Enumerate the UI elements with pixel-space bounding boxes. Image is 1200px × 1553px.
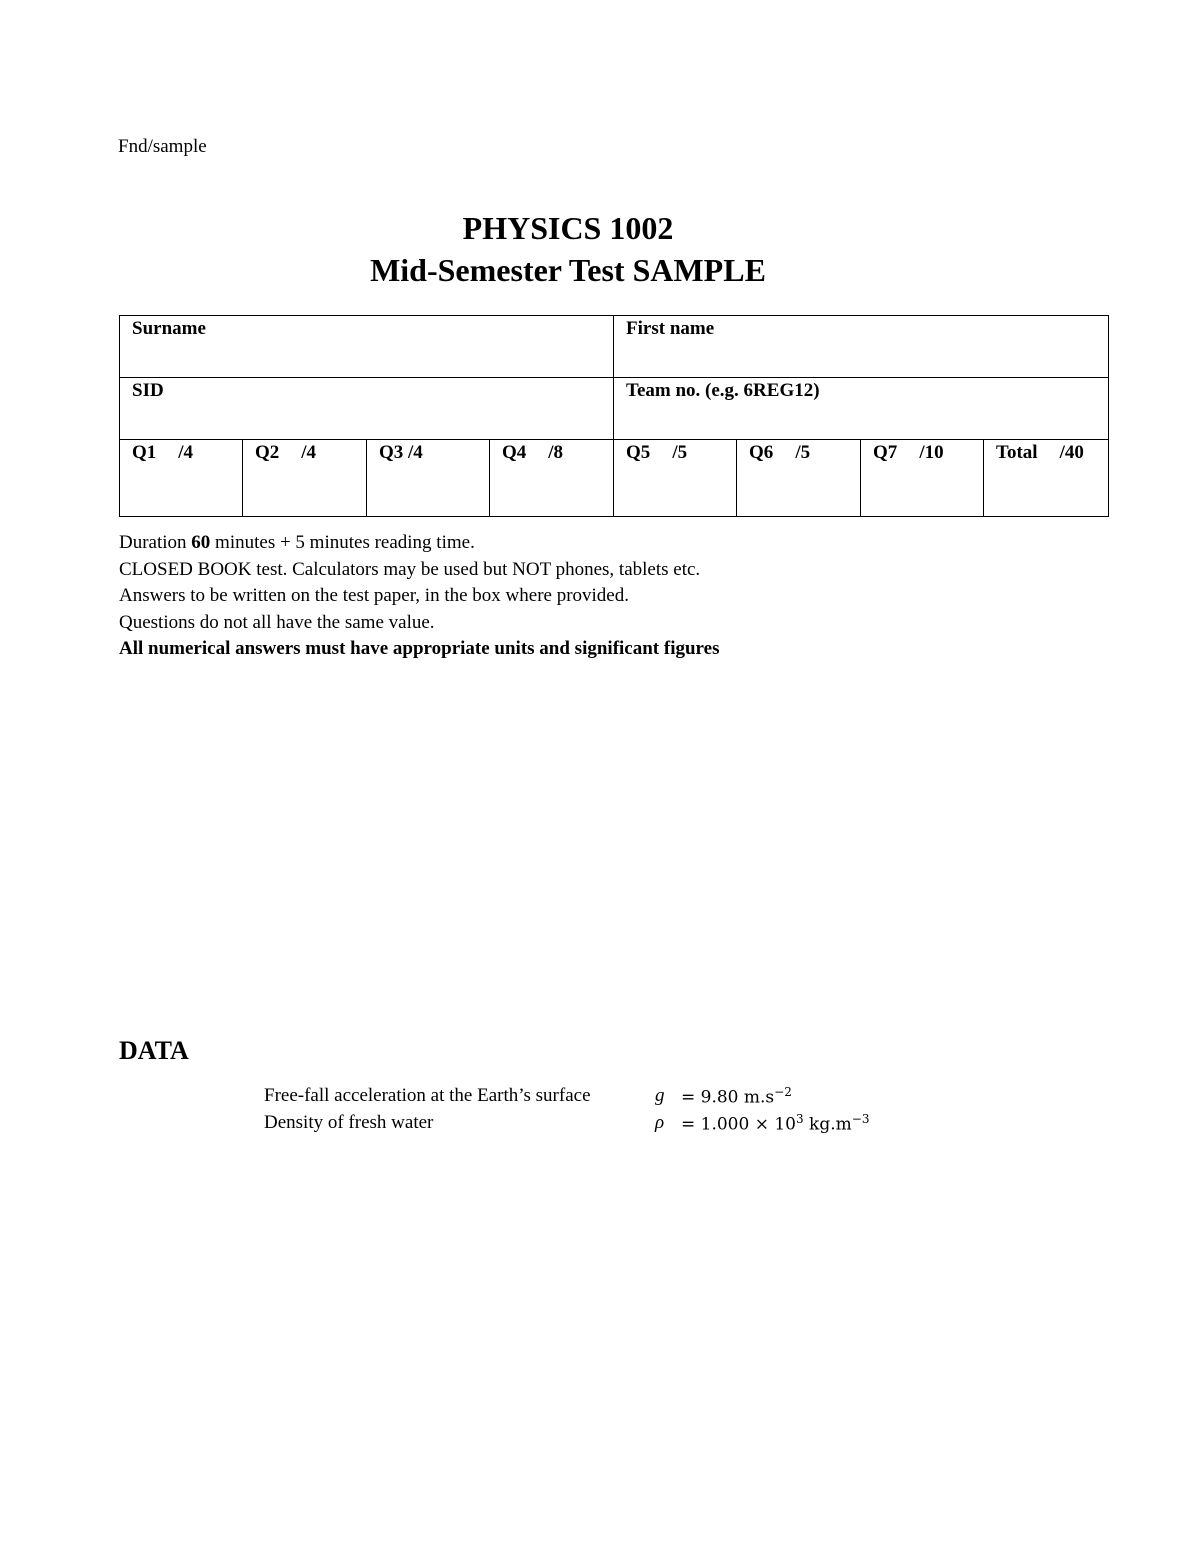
- instruction-values: Questions do not all have the same value.: [119, 611, 435, 633]
- score-label: Q3 /4: [379, 442, 423, 463]
- data-heading: DATA: [119, 1036, 189, 1065]
- score-max: /5: [672, 442, 688, 463]
- score-label: Q4: [502, 442, 527, 463]
- score-max: /8: [548, 442, 564, 463]
- data-row-gravity: [264, 1085, 964, 1111]
- firstname-field[interactable]: [614, 316, 1109, 378]
- score-max: /40: [1059, 442, 1084, 463]
- surname-field[interactable]: [120, 316, 614, 378]
- student-info-table: [119, 315, 1109, 517]
- course-title: PHYSICS 1002: [462, 210, 674, 246]
- data-row-density: [264, 1112, 964, 1138]
- score-cell-q1[interactable]: [120, 440, 243, 517]
- surname-label: Surname: [132, 318, 206, 339]
- score-label: Q2: [255, 442, 280, 463]
- score-cell-q5[interactable]: [614, 440, 737, 517]
- test-title: Mid-Semester Test SAMPLE: [370, 252, 766, 288]
- instructions: [119, 530, 719, 663]
- score-cell-q3[interactable]: [367, 440, 490, 517]
- team-label: Team no. (e.g. 6REG12): [626, 380, 820, 401]
- instruction-answers: Answers to be written on the test paper, in the box where provided.: [119, 585, 629, 606]
- data-description: Density of fresh water: [264, 1112, 434, 1133]
- score-max: /5: [795, 442, 811, 463]
- instruction-closed-book: CLOSED BOOK test. Calculators may be used but NOT phones, tablets etc.: [119, 558, 701, 580]
- score-cell-q4[interactable]: [490, 440, 614, 517]
- data-value: = 9.80 $m.s^{-2}$: [681, 1085, 792, 1108]
- data-value: = $1.000 \times 10^3$ $kg.m^{-3}$: [681, 1112, 870, 1135]
- instruction-duration: Duration 60 minutes + 5 minutes reading time.: [119, 532, 475, 553]
- document-tag: Fnd/sample: [118, 136, 207, 157]
- score-max: /4: [301, 442, 317, 463]
- team-field[interactable]: [614, 378, 1109, 440]
- data-symbol: g: [655, 1085, 665, 1106]
- score-label: Q7: [873, 442, 898, 463]
- score-label: Q5: [626, 442, 651, 463]
- sid-field[interactable]: [120, 378, 614, 440]
- score-cell-total[interactable]: [984, 440, 1109, 517]
- score-label: Q1: [132, 442, 157, 463]
- data-description: Free-fall acceleration at the Earth’s surface: [264, 1085, 591, 1106]
- data-symbol: ρ: [655, 1112, 665, 1133]
- firstname-label: First name: [626, 318, 715, 339]
- score-cell-q6[interactable]: [737, 440, 861, 517]
- score-max: /4: [178, 442, 194, 463]
- score-label: Total: [996, 442, 1038, 463]
- score-label: Q6: [749, 442, 774, 463]
- score-cell-q2[interactable]: [243, 440, 367, 517]
- score-cell-q7[interactable]: [861, 440, 984, 517]
- sid-label: SID: [132, 380, 164, 401]
- instruction-units: All numerical answers must have appropriate units and significant figures: [119, 638, 720, 659]
- score-max: /10: [919, 442, 944, 463]
